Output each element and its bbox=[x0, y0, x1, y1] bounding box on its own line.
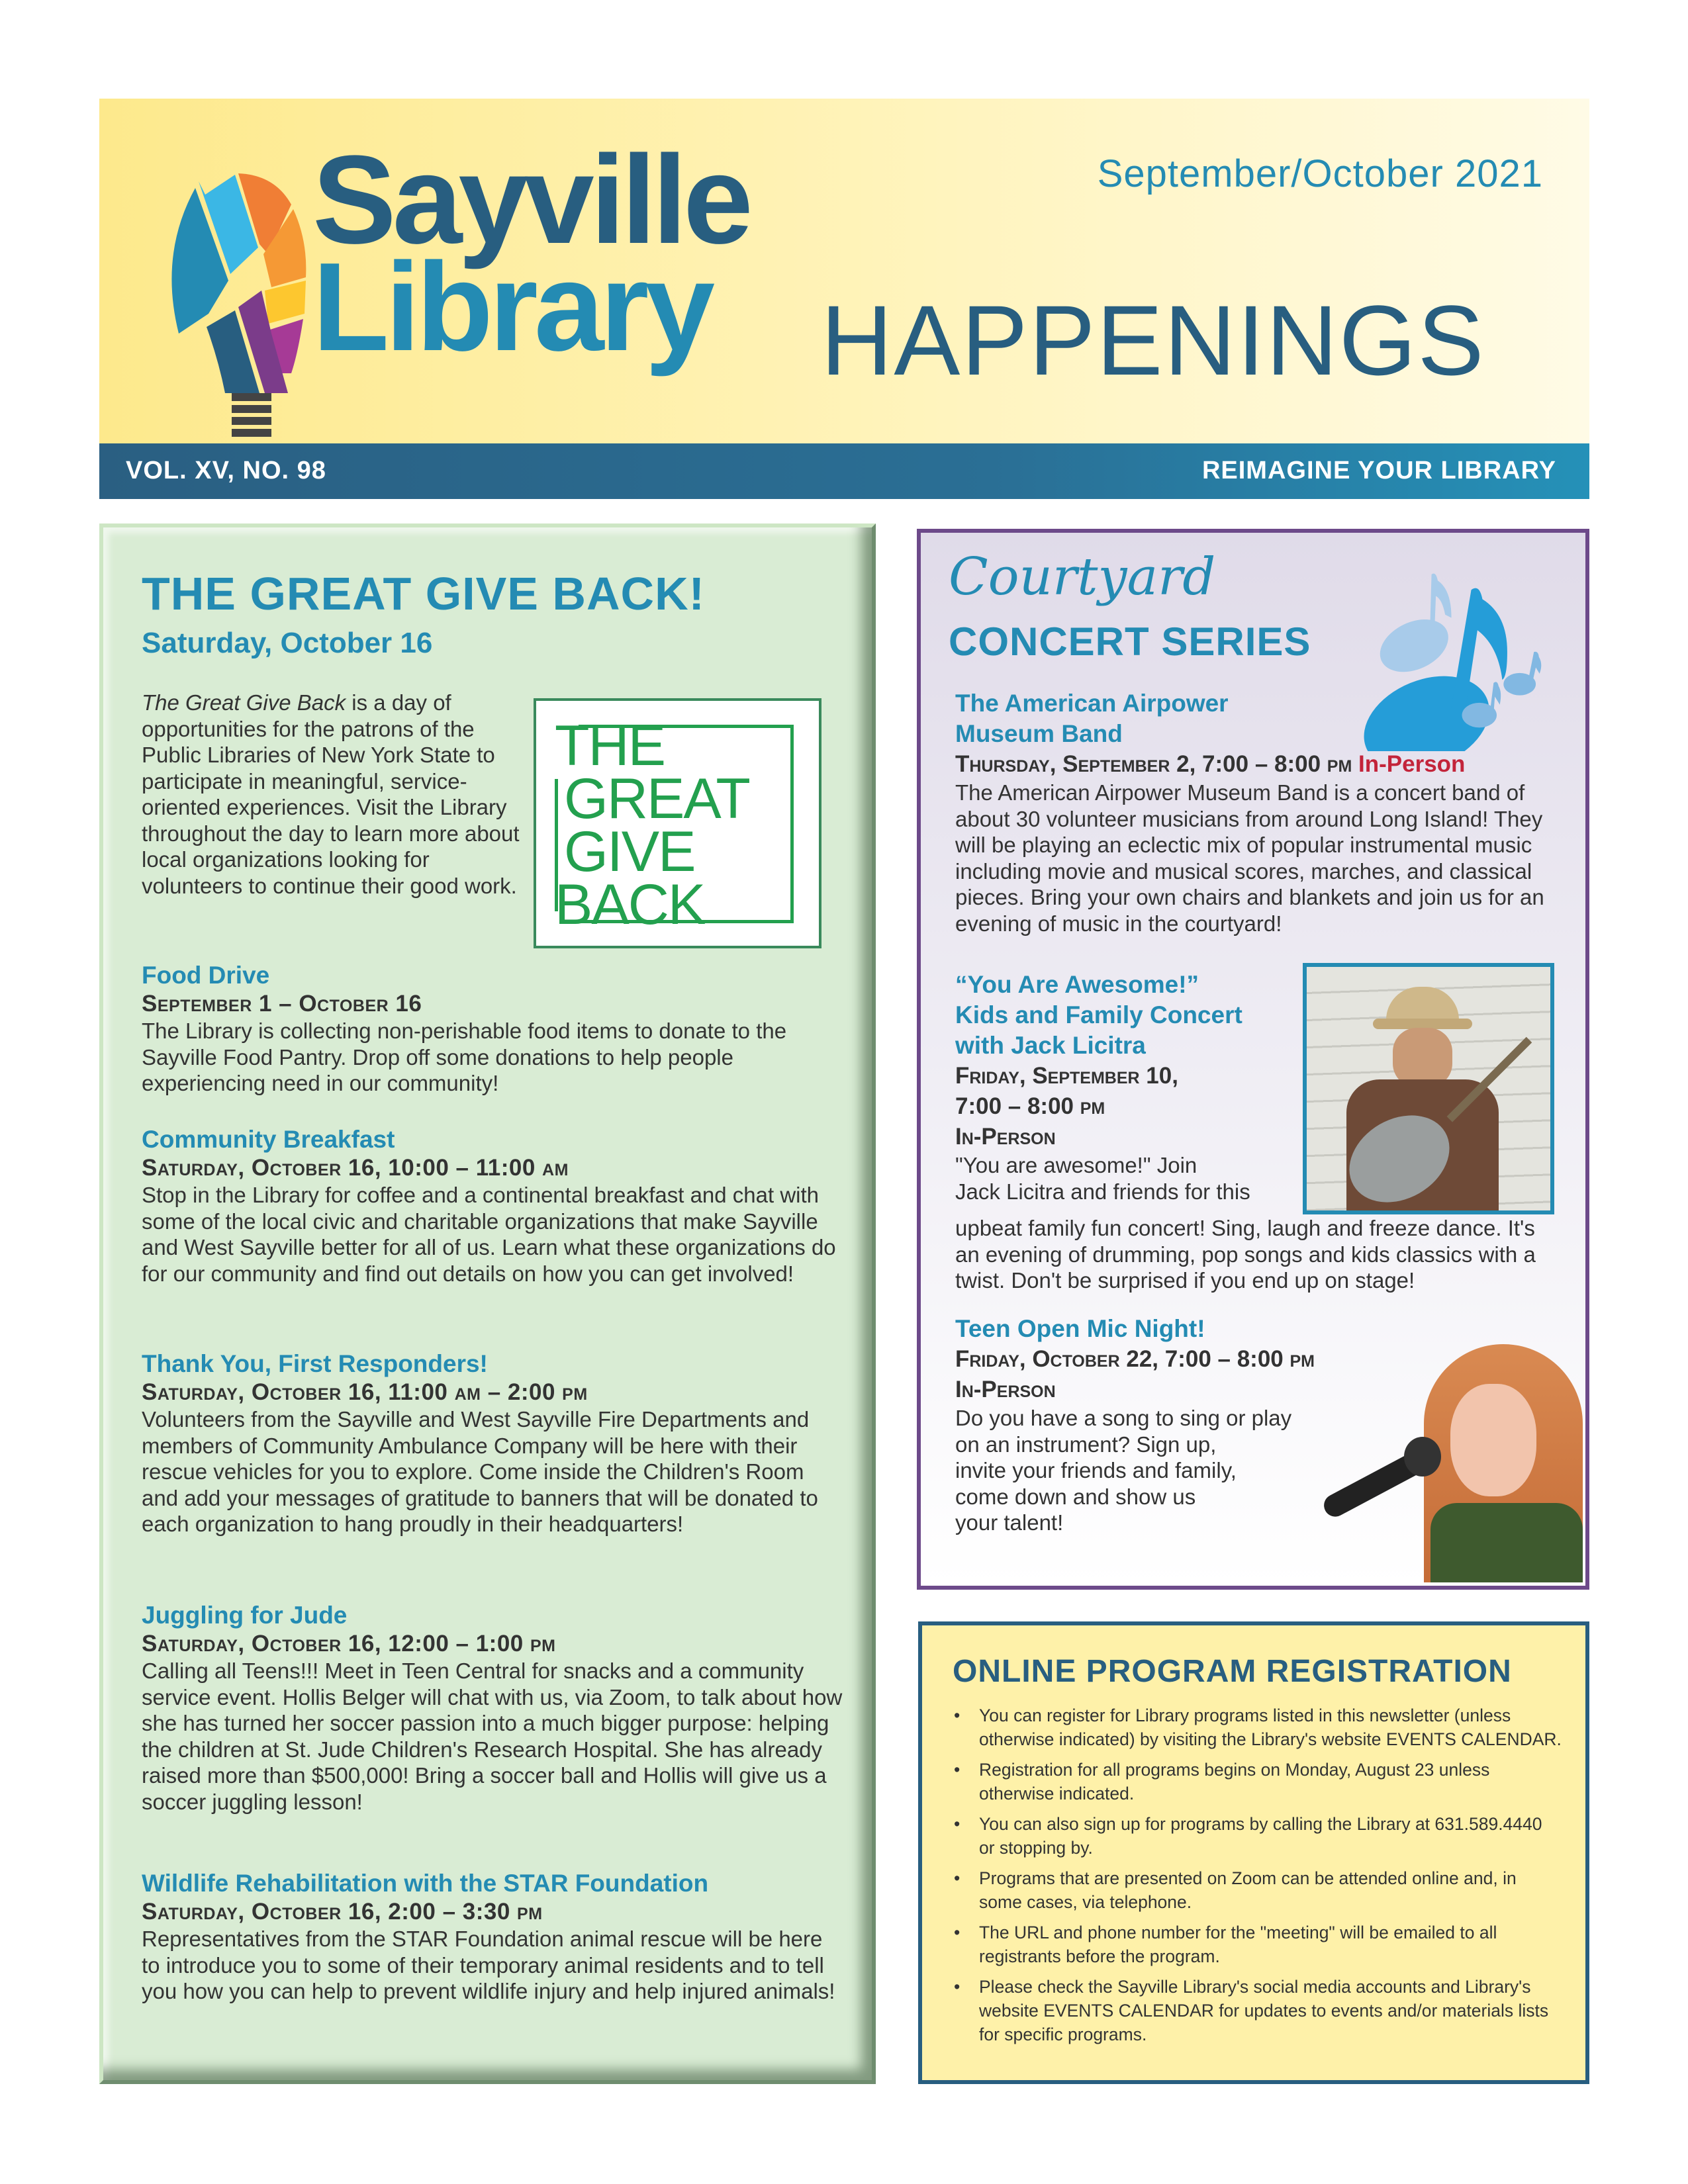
event-title-line: Kids and Family Concert bbox=[955, 1001, 1243, 1028]
list-item-text: You can also sign up for programs by calling the Library at 631.589.4440 or stopping by. bbox=[979, 1814, 1542, 1858]
event-food-drive bbox=[142, 961, 843, 1097]
list-item-text: You can register for Library programs listed in this newsletter (unless otherwise indicated) by visiting the Library's website EVENTS CALENDAR. bbox=[979, 1706, 1562, 1749]
bullet-icon: • bbox=[954, 1760, 961, 1780]
event-community-breakfast bbox=[142, 1125, 843, 1287]
event-title: Thank You, First Responders! bbox=[142, 1350, 488, 1377]
event-body-line: on an instrument? Sign up, bbox=[955, 1432, 1217, 1457]
event-title-line: Museum Band bbox=[955, 720, 1123, 747]
event-body: Stop in the Library for coffee and a continental breakfast and chat with some of the local civic and charitable organizations that make Sayville and West Sayville better for all of us. Learn what these organizations do for our community and find out details on how you can get involved! bbox=[142, 1183, 836, 1286]
list-item-text: The URL and phone number for the "meeting" will be emailed to all registrants before the program. bbox=[979, 1923, 1497, 1966]
event-when-line: Friday, September 10, bbox=[955, 1063, 1178, 1089]
event-when: Saturday, October 16, 10:00 – 11:00 am bbox=[142, 1155, 569, 1181]
event-when: September 1 – October 16 bbox=[142, 991, 422, 1017]
bullet-icon: • bbox=[954, 1977, 961, 1997]
event-body: The Library is collecting non-perishable food items to donate to the Sayville Food Pantry. Drop off some donations to help people experiencing need in our community! bbox=[142, 1019, 787, 1095]
in-person-badge: In-Person bbox=[955, 1377, 1056, 1402]
in-person-badge: In-Person bbox=[955, 1124, 1056, 1150]
event-title: Juggling for Jude bbox=[142, 1602, 348, 1629]
section-title: CONCERT SERIES bbox=[949, 619, 1311, 664]
logo-line: GREAT bbox=[564, 767, 749, 831]
list-item bbox=[953, 1758, 1562, 1805]
section-title: ONLINE PROGRAM REGISTRATION bbox=[953, 1654, 1512, 1689]
logo-line: BACK bbox=[555, 873, 705, 936]
section-script-title: Courtyard bbox=[949, 547, 1216, 607]
section-title: THE GREAT GIVE BACK! bbox=[142, 568, 705, 619]
event-body-line: invite your friends and family, bbox=[955, 1458, 1237, 1482]
logo-text bbox=[555, 714, 749, 936]
tagline: REIMAGINE YOUR LIBRARY bbox=[1201, 457, 1556, 484]
volume-number: VOL. XV, NO. 98 bbox=[126, 457, 326, 484]
registration-info-list bbox=[953, 1704, 1562, 2053]
event-body-line: Jack Licitra and friends for this bbox=[955, 1179, 1250, 1204]
event-title-line: The American Airpower bbox=[955, 690, 1229, 717]
list-item-text: Registration for all programs begins on Monday, August 23 unless otherwise indicated. bbox=[979, 1760, 1490, 1803]
logo-line: THE bbox=[555, 714, 665, 778]
event-body-line: Do you have a song to sing or play bbox=[955, 1406, 1292, 1430]
event-title-line: “You Are Awesome!” bbox=[955, 971, 1199, 998]
event-when: Friday, October 22, 7:00 – 8:00 pm bbox=[955, 1346, 1315, 1372]
section-date: Saturday, October 16 bbox=[142, 627, 433, 659]
section-intro bbox=[142, 690, 526, 899]
event-body: The American Airpower Museum Band is a concert band of about 30 volunteer musicians from around Long Island! They will be playing an eclectic mix of popular instrumental music including movie and musical scores, marches, and classical pieces. Bring your own chairs and blankets and join us for an evening of music in the courtyard! bbox=[955, 780, 1544, 936]
event-when-line: 7:00 – 8:00 pm bbox=[955, 1093, 1105, 1119]
bullet-icon: • bbox=[954, 1868, 961, 1888]
great-give-back-section bbox=[99, 523, 876, 2084]
concert-you-are-awesome-continued bbox=[955, 1215, 1564, 1294]
list-item-text: Please check the Sayville Library's social media accounts and Library's website EVENTS CALENDAR for updates to events and/or materials lists for specific programs. bbox=[979, 1977, 1549, 2044]
issue-banner bbox=[99, 443, 1589, 499]
bullet-icon: • bbox=[954, 1814, 961, 1834]
event-title-line: with Jack Licitra bbox=[955, 1032, 1146, 1059]
concert-american-airpower bbox=[955, 688, 1551, 936]
publication-title: HAPPENINGS bbox=[821, 285, 1485, 396]
lightbulb-base-icon bbox=[232, 393, 271, 437]
courtyard-concert-series-section bbox=[917, 529, 1589, 1590]
bullet-icon: • bbox=[954, 1923, 961, 1942]
event-body: Volunteers from the Sayville and West Sayville Fire Departments and members of Community Ambulance Company will be here with their rescue vehicles for you to explore. Come inside the Children's Room and add your messages of gratitude to banners that will be donated to each organization to hang proudly in their headquarters! bbox=[142, 1407, 818, 1536]
event-body-line: your talent! bbox=[955, 1510, 1064, 1535]
brand-name-line2: Library bbox=[312, 237, 712, 377]
issue-date: September/October 2021 bbox=[1097, 152, 1543, 195]
masthead bbox=[99, 99, 1589, 443]
lightbulb-logo-icon bbox=[159, 148, 311, 393]
online-program-registration-section bbox=[918, 1621, 1589, 2084]
in-person-badge: In-Person bbox=[1358, 751, 1466, 777]
event-title: Community Breakfast bbox=[142, 1126, 395, 1153]
event-body: Representatives from the STAR Foundation animal rescue will be here to introduce you to some of their temporary animal residents and to tell you how you can help to prevent wildlife injury and help injured animals! bbox=[142, 1927, 835, 2003]
intro-text: is a day of opportunities for the patrons of the Public Libraries of New York State to participate in meaningful, service-oriented experiences. Visit the Library throughout the day to learn more about local organizations looking for volunteers to continue their good work. bbox=[142, 690, 520, 898]
musician-with-guitar-photo bbox=[1303, 963, 1554, 1214]
bullet-icon: • bbox=[954, 1706, 961, 1725]
event-when-text: Thursday, September 2, 7:00 – 8:00 pm bbox=[955, 751, 1352, 777]
event-wildlife-rehabilitation bbox=[142, 1869, 843, 2005]
concert-you-are-awesome bbox=[955, 970, 1299, 1205]
list-item bbox=[953, 1704, 1562, 1751]
event-first-responders bbox=[142, 1349, 843, 1537]
event-when: Saturday, October 16, 12:00 – 1:00 pm bbox=[142, 1631, 556, 1657]
event-juggling-for-jude bbox=[142, 1601, 843, 1815]
event-body-line: come down and show us bbox=[955, 1484, 1196, 1509]
great-give-back-logo bbox=[534, 698, 821, 948]
list-item bbox=[953, 1812, 1562, 1860]
event-body: upbeat family fun concert! Sing, laugh and freeze dance. It's an evening of drumming, pop songs and kids classics with a twist. Don't be surprised if you end up on stage! bbox=[955, 1216, 1536, 1293]
event-body: Calling all Teens!!! Meet in Teen Central for snacks and a community service event. Hollis Belger will chat with us, via Zoom, to talk about how she has turned her soccer passion into a much bigger purpose: helping the children at St. Jude Children's Research Hospital. She has already raised more than $500,000! Bring a soccer ball and Hollis will give us a soccer juggling lesson! bbox=[142, 1659, 843, 1814]
list-item bbox=[953, 1866, 1562, 1914]
event-body-line: "You are awesome!" Join bbox=[955, 1153, 1197, 1177]
event-title: Teen Open Mic Night! bbox=[955, 1315, 1205, 1342]
intro-italic: The Great Give Back bbox=[142, 690, 346, 715]
list-item-text: Programs that are presented on Zoom can be attended online and, in some cases, via telephone. bbox=[979, 1868, 1517, 1912]
event-title: Wildlife Rehabilitation with the STAR Foundation bbox=[142, 1870, 709, 1897]
brand-name-line1: Sayville bbox=[312, 130, 749, 270]
list-item bbox=[953, 1975, 1562, 2046]
event-when bbox=[955, 749, 1551, 780]
event-when: Saturday, October 16, 2:00 – 3:30 pm bbox=[142, 1899, 543, 1925]
event-title: Food Drive bbox=[142, 962, 270, 989]
concert-teen-open-mic bbox=[955, 1314, 1366, 1536]
event-when: Saturday, October 16, 11:00 am – 2:00 pm bbox=[142, 1379, 588, 1405]
list-item bbox=[953, 1921, 1562, 1968]
logo-line: GIVE bbox=[564, 820, 695, 884]
